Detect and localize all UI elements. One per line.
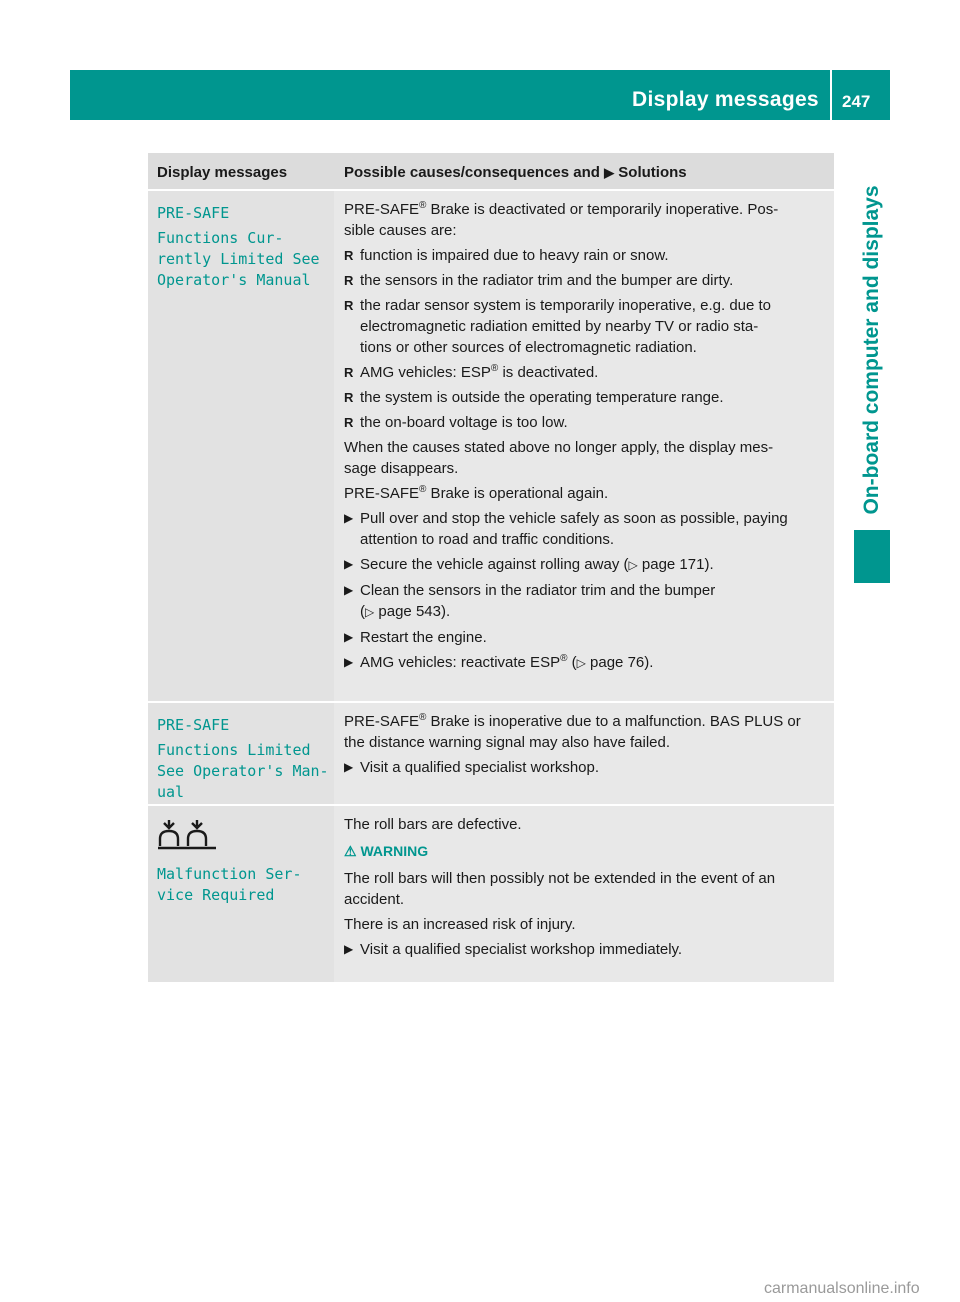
action-item: ▶ Visit a qualified specialist workshop immediately. — [344, 939, 828, 960]
display-text: Functions Limited — [157, 741, 311, 759]
table-row — [148, 701, 834, 804]
page-title: Display messages — [632, 88, 819, 111]
info-text: PRE-SAFE® Brake is operational again. — [344, 484, 609, 502]
side-tab — [854, 170, 890, 530]
side-tab-label: On-board computer and displays — [860, 185, 883, 515]
list-item: R the radar sensor system is temporarily inoperative, e.g. due to electromagnetic radiation emitted by nearby TV or radio sta- tions or other sources of electromagnetic radiation. — [344, 295, 828, 358]
display-text: PRE-SAFE — [157, 716, 230, 734]
action-item: ▶ Visit a qualified specialist workshop. — [344, 757, 828, 778]
display-text: See Operator's Man‐ — [157, 762, 329, 780]
list-item: R the on-board voltage is too low. — [344, 412, 828, 433]
warning-heading: ⚠ WARNING — [344, 843, 429, 859]
page-ref-icon: ▷ — [576, 656, 586, 670]
display-text: Functions Cur‐ — [157, 229, 284, 247]
side-tab-marker — [854, 530, 890, 583]
table-row — [148, 189, 834, 701]
list-item: R AMG vehicles: ESP® is deactivated. — [344, 362, 828, 383]
info-text: When the causes stated above no longer apply, the display mes- sage disappears. — [344, 439, 774, 477]
info-text: PRE-SAFE® Brake is inoperative due to a malfunction. BAS PLUS or the distance warning signal may also have failed. — [344, 712, 801, 751]
action-item: ▶ Pull over and stop the vehicle safely as soon as possible, paying attention to road and traffic conditions. — [344, 508, 828, 550]
action-item: ▶ Restart the engine. — [344, 627, 828, 648]
info-text: The roll bars are defective. — [344, 816, 522, 833]
action-item: ▶ Secure the vehicle against rolling away (▷ page 171). — [344, 554, 828, 576]
display-messages-table — [148, 153, 834, 982]
page-number: 247 — [842, 92, 871, 111]
list-item: R the sensors in the radiator trim and the bumper are dirty. — [344, 270, 828, 291]
display-text: rently Limited See — [157, 250, 320, 268]
action-item: ▶ Clean the sensors in the radiator trim and the bumper (▷ page 543). — [344, 580, 828, 623]
col2-header: Possible causes/consequences and ▶ Solutions — [344, 164, 687, 181]
display-text: vice Required — [157, 886, 275, 904]
display-message-cell — [148, 806, 334, 982]
display-text: PRE-SAFE — [157, 204, 230, 222]
page-ref-icon: ▷ — [628, 558, 638, 572]
causes-cell — [344, 199, 828, 678]
action-item: ▶ AMG vehicles: reactivate ESP® (▷ page 76). — [344, 652, 828, 674]
list-item: R function is impaired due to heavy rain or snow. — [344, 245, 828, 266]
warning-text: The roll bars will then possibly not be extended in the event of an accident. — [344, 870, 776, 908]
display-message-cell — [148, 191, 334, 701]
table-header — [148, 153, 834, 189]
causes-cell — [344, 711, 828, 782]
display-text: Operator's Manual — [157, 271, 311, 289]
display-text: ual — [157, 783, 185, 801]
col1-header: Display messages — [157, 164, 288, 181]
page-ref-icon: ▷ — [365, 605, 375, 619]
list-item: R the system is outside the operating temperature range. — [344, 387, 828, 408]
risk-text: There is an increased risk of injury. — [344, 916, 576, 933]
causes-cell — [344, 814, 828, 964]
warning-icon: ⚠ — [344, 843, 357, 859]
header-divider — [830, 70, 832, 120]
arrow-icon: ▶ — [604, 165, 615, 180]
display-text: Malfunction Ser‐ — [157, 865, 302, 883]
display-message-cell — [148, 703, 334, 804]
watermark: carmanualsonline.info — [764, 1280, 920, 1297]
intro-text: PRE-SAFE® Brake is deactivated or temporarily inoperative. Pos- sible causes are: — [344, 200, 779, 239]
roll-bar-icon — [157, 818, 302, 856]
table-row — [148, 804, 834, 982]
